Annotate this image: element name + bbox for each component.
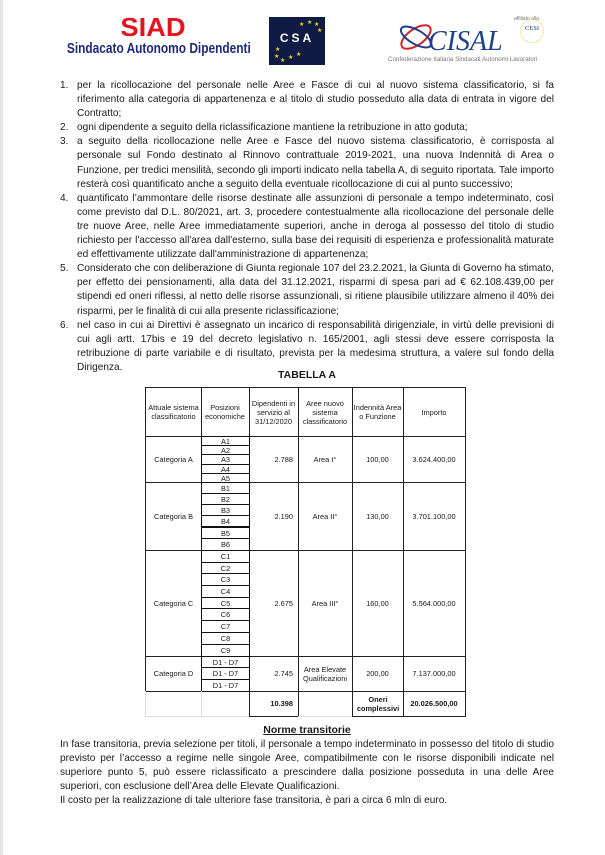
star-icon: ★ <box>314 22 320 28</box>
table-title: TABELLA A <box>278 369 336 381</box>
posizione-cell: D1 - D7 <box>201 667 250 680</box>
dipendenti-cell: 2.788 <box>249 436 299 483</box>
page-edge <box>0 0 3 855</box>
posizione-cell: C8 <box>201 632 250 645</box>
list-item <box>60 79 554 121</box>
item-number: 3. <box>60 136 69 148</box>
header-cell: Attuale sistema classificatorio <box>145 387 202 437</box>
item-number: 6. <box>60 319 69 331</box>
item-text: Considerato che con deliberazione di Giunta regionale 107 del 23.2.2021, la Giunta di Governo ha stimato, per effetto dei pensionamenti, alla data del 31.12.2021, risparmi di spesa pari ad € 62.108.439,00 per stipendi ed oneri riflessi, al netto delle risorse assunzionali, si ritiene plausibile utilizzare almeno il 40% dei risparmi, per le finalità di cui alla presente riclassificazione; <box>77 263 554 317</box>
area-cell: Area III° <box>298 550 353 657</box>
cesi-label: CESI <box>525 25 540 32</box>
siad-logo <box>66 12 251 58</box>
categoria-cell: Categoria A <box>145 436 202 483</box>
list-item <box>60 319 554 375</box>
importo-cell: 5.564.000,00 <box>403 550 466 657</box>
posizione-cell: C3 <box>201 573 250 586</box>
item-number: 5. <box>60 263 69 275</box>
star-icon: ★ <box>288 55 294 61</box>
posizione-cell: D1 - D7 <box>201 656 250 668</box>
indennita-cell: 160,00 <box>352 550 404 657</box>
norme-body <box>60 738 554 808</box>
posizione-cell: B4 <box>201 515 250 527</box>
star-icon: ★ <box>274 54 280 60</box>
header-cell: Indennità Area o Funzione <box>352 387 404 437</box>
posizione-cell: C9 <box>201 644 250 657</box>
norme-paragraph: Il costo per la realizzazione di tale ulteriore fase transitoria, è pari a circa 6 mln di euro. <box>60 795 448 807</box>
categoria-cell: Categoria B <box>145 482 202 551</box>
list-item <box>60 121 554 135</box>
item-text: a seguito della ricollocazione nelle Aree e Fasce del nuovo sistema classificatorio, è corrisposta al personale sul Fondo destinato al Rinnovo contrattuale 2019-2021, una nuova Indennità di Area o Funzione, per tredici mensilità, secondo gli importi indicato nella tabella A, di seguito riportata. Tale importo resterà così quantificato anche a seguito della eventuale ricollocazione di cui al punto successivo; <box>77 136 554 190</box>
posizione-cell: C6 <box>201 608 250 621</box>
posizione-cell: B1 <box>201 482 250 494</box>
siad-title: SIAD <box>120 12 186 42</box>
header-cell: Importo <box>403 387 466 437</box>
csa-title: CSA <box>279 31 315 45</box>
cisal-name: CISAL <box>428 26 503 57</box>
norme-title: Norme transitorie <box>263 724 351 736</box>
dipendenti-cell: 2.190 <box>249 482 299 551</box>
star-icon: ★ <box>296 52 302 58</box>
cisal-full-name: Confederazione Italiana Sindacati Autonomi Lavoratori <box>388 56 538 63</box>
posizione-cell: A4 <box>201 464 250 474</box>
item-number: 4. <box>60 192 69 204</box>
total-dipendenti: 10.398 <box>249 691 299 717</box>
categoria-cell: Categoria C <box>145 550 202 657</box>
document-body <box>60 79 554 375</box>
cisal-affiliated: affiliato alla <box>514 16 539 22</box>
empty-cell <box>145 691 202 717</box>
posizione-cell: C4 <box>201 585 250 598</box>
empty-cell <box>201 691 250 717</box>
posizione-cell: B3 <box>201 504 250 516</box>
posizione-cell: C2 <box>201 562 250 574</box>
categoria-cell: Categoria D <box>145 656 202 692</box>
cisal-logo <box>388 13 588 68</box>
points-list <box>60 79 554 375</box>
star-icon: ★ <box>307 20 313 26</box>
importo-cell: 3.624.400,00 <box>403 436 466 483</box>
total-importo: 20.026.500,00 <box>403 691 466 717</box>
empty-cell <box>298 691 353 717</box>
star-icon: ★ <box>275 47 281 53</box>
posizione-cell: A5 <box>201 473 250 483</box>
posizione-cell: B6 <box>201 538 250 551</box>
header-cell: Posizioni economiche <box>201 387 250 437</box>
total-label: Oneri complessivi <box>352 691 404 717</box>
importo-cell: 3.701.100,00 <box>403 482 466 551</box>
dipendenti-cell: 2.745 <box>249 656 299 692</box>
header-cell: Dipendenti in servizio al 31/12/2020 <box>249 387 299 437</box>
item-number: 1. <box>60 80 69 91</box>
posizione-cell: C7 <box>201 620 250 633</box>
posizione-cell: C1 <box>201 550 250 563</box>
csa-logo <box>269 17 325 65</box>
list-item <box>60 192 554 262</box>
item-text: ogni dipendente a seguito della riclassificazione mantiene la retribuzione in atto goduta; <box>77 122 468 134</box>
item-text: quantificato l’ammontare delle risorse destinate alle assunzioni di personale a tempo indeterminato, così come previsto dal D.L. 80/2021, art. 3, procedere contestualmente alla ricollocazione del personale delle tre nuove Aree, nelle Aree immediatamente superiori, anche in deroga al possesso del titolo di studio richiesto per l'accesso all'area dall'esterno, sulla base dei requisiti di esperienza e professionalità maturate ed effettivamente utilizzate dall'amministrazione di appartenenza; <box>77 192 554 261</box>
posizione-cell: A1 <box>201 436 250 446</box>
dipendenti-cell: 2.675 <box>249 550 299 657</box>
posizione-cell: C5 <box>201 597 250 609</box>
area-cell: Area II° <box>298 482 353 551</box>
star-icon: ★ <box>299 22 305 28</box>
indennita-cell: 100,00 <box>352 436 404 483</box>
star-icon: ★ <box>280 58 286 64</box>
siad-subtitle: Sindacato Autonomo Dipendenti <box>66 41 251 57</box>
importo-cell: 7.137.000,00 <box>403 656 466 692</box>
indennita-cell: 130,00 <box>352 482 404 551</box>
posizione-cell: B5 <box>201 527 250 539</box>
tabella-a <box>145 387 466 717</box>
area-cell: Area I° <box>298 436 353 483</box>
header-cell: Aree nuovo sistema classificatorio <box>298 387 353 437</box>
posizione-cell: A3 <box>201 454 250 465</box>
area-cell: Area Elevate Qualificazioni <box>298 656 353 692</box>
item-text: per la ricollocazione del personale nelle Aree e Fasce di cui al nuovo sistema classificatorio, si fa riferimento alla categoria di appartenenza e al titolo di studio posseduto alla data di entrata in vigore del Contratto; <box>77 80 554 120</box>
list-item <box>60 262 554 318</box>
posizione-cell: D1 - D7 <box>201 679 250 692</box>
item-number: 2. <box>60 122 69 134</box>
indennita-cell: 200,00 <box>352 656 404 692</box>
star-icon: ★ <box>317 28 323 34</box>
letterhead <box>0 0 605 75</box>
list-item <box>60 135 554 191</box>
posizione-cell: A2 <box>201 445 250 455</box>
norme-paragraph: In fase transitoria, previa selezione per titoli, il personale a tempo indeterminato in possesso del titolo di studio previsto per l’accesso a regime nelle singole Aree, compatibilmente con le risorse disponibili indicate nel superiore punto 5, può essere riclassificato a prescindere dalla posizione posseduta in una delle Aree superiori, con esclusione dell’Area delle Elevate Qualificazioni. <box>60 739 554 793</box>
posizione-cell: B2 <box>201 493 250 505</box>
item-text: nel caso in cui ai Direttivi è assegnato un incarico di responsabilità dirigenziale, in virtù delle previsioni di cui agli artt. 17bis e 19 del decreto legislativo n. 165/2001, agli stessi deve essere corrisposta la retribuzione di parte variabile e di risultato, prevista per la medesima struttura, a valere sul fondo della Dirigenza. <box>77 319 554 373</box>
